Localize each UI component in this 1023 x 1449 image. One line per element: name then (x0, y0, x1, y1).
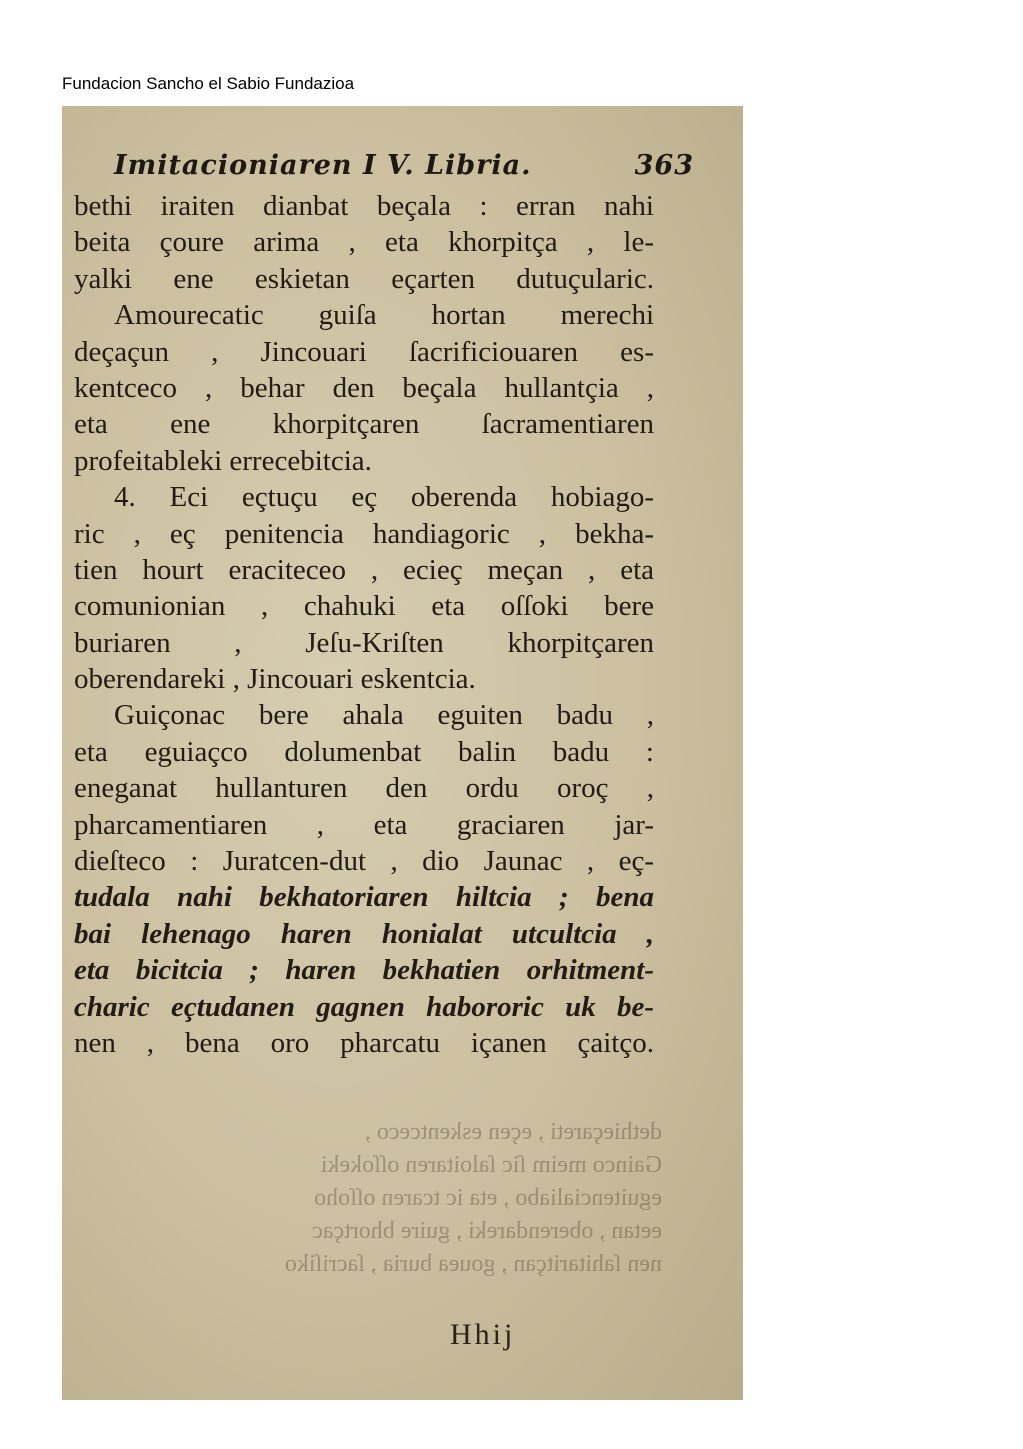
bleed-line: dethieçareti , eçen eskentceco , (364, 1119, 662, 1145)
page-number: 363 (634, 150, 694, 181)
archive-header: Fundacion Sancho el Sabio Fundazioa (62, 74, 355, 93)
running-head (114, 150, 694, 181)
text-line: bethi iraiten dianbat beçala : erran nahi (74, 190, 654, 222)
text-line: beita çoure arima , eta khorpitça , le- (74, 226, 654, 259)
text-line: oberendareki , Jincouari eskentcia. (74, 663, 476, 696)
bleed-line: eetan , oberendareki , guire bhortçac (312, 1218, 662, 1244)
text-line: nen , bena oro pharcatu içanen çaitço. (74, 1026, 654, 1059)
scanned-page (62, 106, 743, 1400)
signature-mark: Hhij (450, 1318, 516, 1351)
text-line: eta eguiaçco dolumenbat balin badu : (74, 735, 654, 768)
text-line: kentceco , behar den beçala hullantçia , (74, 371, 654, 404)
text-line: charic eçtudanen gagnen habororic uk be- (74, 990, 654, 1023)
bleed-line: eguitencialiabo , eta ic tcaren oſſoho (314, 1185, 662, 1211)
running-title: Imitacioniaren I V. Libria. (114, 150, 532, 181)
text-line: eta ene khorpitçaren ſacramentiaren (74, 408, 654, 441)
text-line: ric , eç penitencia handiagoric , bekha- (74, 517, 654, 550)
bleed-line: Gainco meim ſic ſaloitaren oſſokeki (320, 1152, 662, 1178)
text-line: profeitableki errecebitcia. (74, 444, 372, 477)
text-line: comunionian , chahuki eta oſſoki bere (74, 590, 654, 623)
text-line: bai lehenago haren honialat utcultcia , (74, 917, 654, 950)
text-line: tudala nahi bekhatoriaren hiltcia ; bena (74, 881, 654, 914)
text-line: Amourecatic guiſa hortan merechi (114, 299, 654, 332)
text-line: eneganat hullanturen den ordu oroç , (74, 772, 654, 805)
text-line: tien hourt eraciteceo , ecieç meçan , eta (74, 553, 654, 586)
text-line: buriaren , Jeſu-Kriſten khorpitçaren (74, 626, 654, 659)
text-line: yalki ene eskietan eçarten dutuçularic. (74, 262, 654, 295)
text-line: Guiçonac bere ahala eguiten badu , (114, 699, 654, 732)
text-line: deçaçun , Jincouari ſacrificiouaren es- (74, 335, 654, 368)
text-line: pharcamentiaren , eta graciaren jar- (74, 808, 654, 841)
text-line: eta bicitcia ; haren bekhatien orhitment- (74, 954, 654, 987)
bleed-through-text (62, 1116, 662, 1281)
text-line: dieſteco : Juratcen-dut , dio Jaunac , eç- (74, 845, 654, 878)
text-line: 4. Eci eçtuçu eç oberenda hobiago- (114, 481, 654, 514)
body-text (74, 188, 654, 1061)
bleed-line: nen ſahitaritçan , gouea buria , ſacriſiko (284, 1251, 662, 1277)
